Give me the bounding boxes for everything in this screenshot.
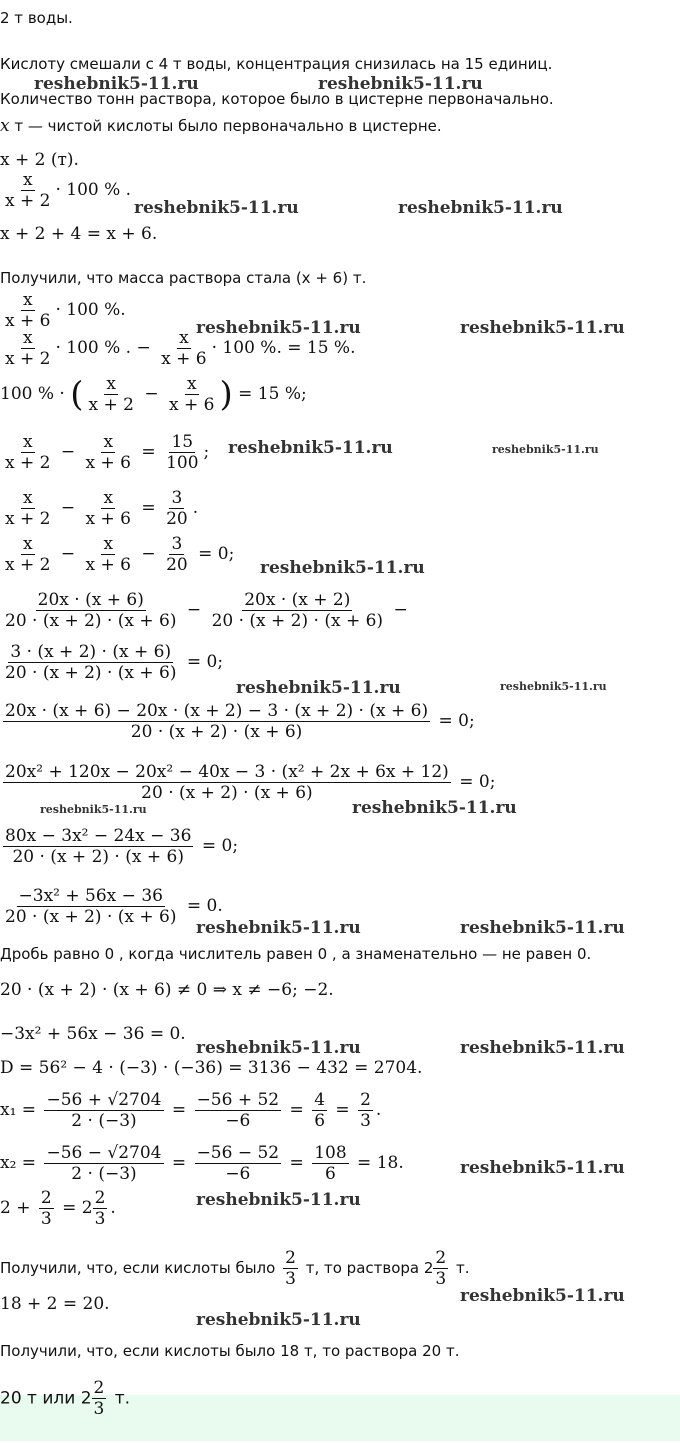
- watermark: reshebnik5-11.ru: [500, 680, 607, 693]
- fraction: $\frac{x}{x + 2}$: [5, 432, 51, 473]
- fraction: $\frac{\text{80x − 3x² − 24x − 36}}{20 \cdot (x + 2) \cdot (x + 6)}$: [5, 826, 192, 867]
- watermark: reshebnik5-11.ru: [40, 803, 147, 816]
- math-line: x + 2 (т).: [0, 150, 79, 170]
- watermark: reshebnik5-11.ru: [228, 438, 393, 458]
- watermark: reshebnik5-11.ru: [196, 318, 361, 338]
- math-line: $\frac{\text{−3x² + 56x − 36}}{20 \cdot (x + 2) \cdot (x + 6)}$ = 0.: [5, 886, 223, 927]
- watermark: reshebnik5-11.ru: [492, 443, 599, 456]
- math-line: $\frac{x}{x + 2}$ − $\frac{x}{x + 6}$ − $\frac{3}{20}$ = 0;: [5, 534, 235, 575]
- fraction: $\frac{2}{3}$: [285, 1248, 296, 1289]
- watermark: reshebnik5-11.ru: [236, 678, 401, 698]
- math-var: x: [0, 116, 10, 136]
- watermark: reshebnik5-11.ru: [460, 918, 625, 938]
- fraction: $\frac{x}{x + 6}$: [85, 488, 131, 529]
- fraction: $\frac{x}{x + 2}$: [5, 534, 51, 575]
- answer-line: 20 т или 2 $\frac{2}{3}$ т.: [0, 1378, 131, 1419]
- fraction: $\frac{-56 + √2704}{2 \cdot (-3)}$: [46, 1090, 162, 1131]
- math-line: D = 56² − 4 · (−3) · (−36) = 3136 − 432 = 2704.: [0, 1058, 423, 1078]
- watermark: reshebnik5-11.ru: [460, 1158, 625, 1178]
- math-line: $\frac{20x \cdot (x + 6) - 20x \cdot (x + 2) - 3 \cdot (x + 2) \cdot (x + 6)}{20 \cdot (x + 2) \cdot (x + 6)}$ = 0;: [5, 701, 475, 742]
- fraction: $\frac{2}{3}$: [93, 1378, 105, 1419]
- watermark: reshebnik5-11.ru: [134, 198, 299, 218]
- math-line: $\frac{\text{20x² + 120x − 20x² − 40x − 3 · (x² + 2x + 6x + 12)}}{20 \cdot (x + 2) \cdot (x + 6)}$ = 0;: [5, 762, 496, 803]
- watermark: reshebnik5-11.ru: [34, 74, 199, 94]
- math-line: $\frac{x}{x + 2}$ · 100 % .: [5, 170, 132, 211]
- watermark: reshebnik5-11.ru: [460, 1038, 625, 1058]
- watermark: reshebnik5-11.ru: [196, 1190, 361, 1210]
- fraction: $\frac{x}{x + 2}$: [5, 328, 51, 369]
- text-part: т — чистой кислоты было первоначально в цистерне.: [9, 117, 442, 135]
- math-line: $\frac{3 \cdot (x + 2) \cdot (x + 6)}{20 \cdot (x + 2) \cdot (x + 6)}$ = 0;: [5, 642, 224, 683]
- fraction: $\frac{2}{3}$: [360, 1090, 371, 1131]
- text-line: Кислоту смешали с 4 т воды, концентрация снизилась на 15 единиц.: [0, 55, 553, 73]
- text-line: Дробь равно 0 , когда числитель равен 0 , а знаменательно — не равен 0.: [0, 945, 592, 963]
- math-line: 100 % · ( $\frac{x}{x + 2}$ − $\frac{x}{x + 6}$ ) = 15 %;: [0, 374, 307, 415]
- fraction: $\frac{3}{20}$: [166, 534, 188, 575]
- watermark: reshebnik5-11.ru: [196, 1310, 361, 1330]
- watermark: reshebnik5-11.ru: [196, 918, 361, 938]
- fraction: $\frac{-56 - 52}{-6}$: [196, 1143, 280, 1184]
- fraction: $\frac{4}{6}$: [314, 1090, 326, 1131]
- math-line: $\frac{x}{x + 6}$ · 100 %.: [5, 290, 126, 331]
- watermark: reshebnik5-11.ru: [460, 318, 625, 338]
- fraction: $\frac{x}{x + 6}$: [5, 290, 51, 331]
- math-line: x₂ = $\frac{-56 - √2704}{2 \cdot (-3)}$ = $\frac{-56 - 52}{-6}$ = $\frac{108}{6}$ = 18.: [0, 1143, 404, 1184]
- math-line: 18 + 2 = 20.: [0, 1294, 110, 1314]
- watermark: reshebnik5-11.ru: [196, 1038, 361, 1058]
- fraction: $\frac{15}{100}$: [166, 432, 199, 473]
- text-line: Получили, что, если кислоты было 18 т, то раствора 20 т.: [0, 1342, 460, 1360]
- watermark: reshebnik5-11.ru: [398, 198, 563, 218]
- fraction: $\frac{x}{x + 6}$: [161, 328, 207, 369]
- text-line: Получили, что, если кислоты было $\frac{2}{3}$ т, то раствора 2 $\frac{2}{3}$ т.: [0, 1248, 470, 1289]
- fraction: $\frac{\text{20x² + 120x − 20x² − 40x − 3 · (x² + 2x + 6x + 12)}}{20 \cdot (x + 2) \cdot (x + 6)}$: [5, 762, 449, 803]
- fraction: $\frac{x}{x + 2}$: [5, 488, 51, 529]
- math-line: $\frac{x}{x + 2}$ − $\frac{x}{x + 6}$ = $\frac{3}{20}$ .: [5, 488, 199, 529]
- fraction: $\frac{\text{−3x² + 56x − 36}}{20 \cdot (x + 2) \cdot (x + 6)}$: [5, 886, 177, 927]
- fraction: $\frac{x}{x + 2}$: [88, 374, 134, 415]
- fraction: $\frac{2}{3}$: [40, 1188, 52, 1229]
- fraction: $\frac{-56 + 52}{-6}$: [196, 1090, 280, 1131]
- fraction: $\frac{2}{3}$: [435, 1248, 447, 1289]
- text-line: [0, 116, 442, 136]
- text-line: Получили, что масса раствора стала (x + 6) т.: [0, 269, 367, 287]
- fraction: $\frac{x}{x + 6}$: [85, 432, 131, 473]
- math-line: 2 + $\frac{2}{3}$ = 2 $\frac{2}{3}$ .: [0, 1188, 116, 1229]
- math-line: x₁ = $\frac{-56 + √2704}{2 \cdot (-3)}$ = $\frac{-56 + 52}{-6}$ = $\frac{4}{6}$ = $\frac{2}{3}$ .: [0, 1090, 382, 1131]
- fraction: $\frac{20x \cdot (x + 6)}{20 \cdot (x + 2) \cdot (x + 6)}$: [5, 590, 177, 631]
- fraction: $\frac{20x \cdot (x + 6) - 20x \cdot (x + 2) - 3 \cdot (x + 2) \cdot (x + 6)}{20 \cdot (x + 2) \cdot (x + 6)}$: [5, 701, 429, 742]
- fraction: $\frac{108}{6}$: [314, 1143, 347, 1184]
- fraction: $\frac{2}{3}$: [94, 1188, 106, 1229]
- text-line: 2 т воды.: [0, 9, 73, 27]
- fraction: $\frac{x}{x + 6}$: [169, 374, 215, 415]
- math-line: 20 · (x + 2) · (x + 6) ≠ 0 ⇒ x ≠ −6; −2.: [0, 980, 334, 1000]
- math-line: x + 2 + 4 = x + 6.: [0, 224, 158, 244]
- fraction: $\frac{x}{x + 2}$: [5, 170, 51, 211]
- watermark: reshebnik5-11.ru: [260, 558, 425, 578]
- watermark: reshebnik5-11.ru: [460, 1286, 625, 1306]
- watermark: reshebnik5-11.ru: [318, 74, 483, 94]
- fraction: $\frac{x}{x + 6}$: [85, 534, 131, 575]
- math-line: −3x² + 56x − 36 = 0.: [0, 1024, 186, 1044]
- math-line: $\frac{x}{x + 2}$ · 100 % . − $\frac{x}{x + 6}$ · 100 %. = 15 %.: [5, 328, 356, 369]
- watermark: reshebnik5-11.ru: [352, 798, 517, 818]
- text-line: Количество тонн раствора, которое было в цистерне первоначально.: [0, 90, 554, 108]
- fraction: $\frac{3}{20}$: [166, 488, 188, 529]
- math-line: $\frac{x}{x + 2}$ − $\frac{x}{x + 6}$ = $\frac{15}{100}$ ;: [5, 432, 210, 473]
- fraction: $\frac{20x \cdot (x + 2)}{20 \cdot (x + 2) \cdot (x + 6)}$: [211, 590, 384, 631]
- math-line: $\frac{\text{80x − 3x² − 24x − 36}}{20 \cdot (x + 2) \cdot (x + 6)}$ = 0;: [5, 826, 239, 867]
- fraction: $\frac{-56 - √2704}{2 \cdot (-3)}$: [46, 1143, 162, 1184]
- fraction: $\frac{3 \cdot (x + 2) \cdot (x + 6)}{20 \cdot (x + 2) \cdot (x + 6)}$: [5, 642, 177, 683]
- math-line: $\frac{20x \cdot (x + 6)}{20 \cdot (x + 2) \cdot (x + 6)}$ − $\frac{20x \cdot (x + 2)}{20 \cdot (x + 2) \cdot (x + 6)}$ −: [5, 590, 408, 631]
